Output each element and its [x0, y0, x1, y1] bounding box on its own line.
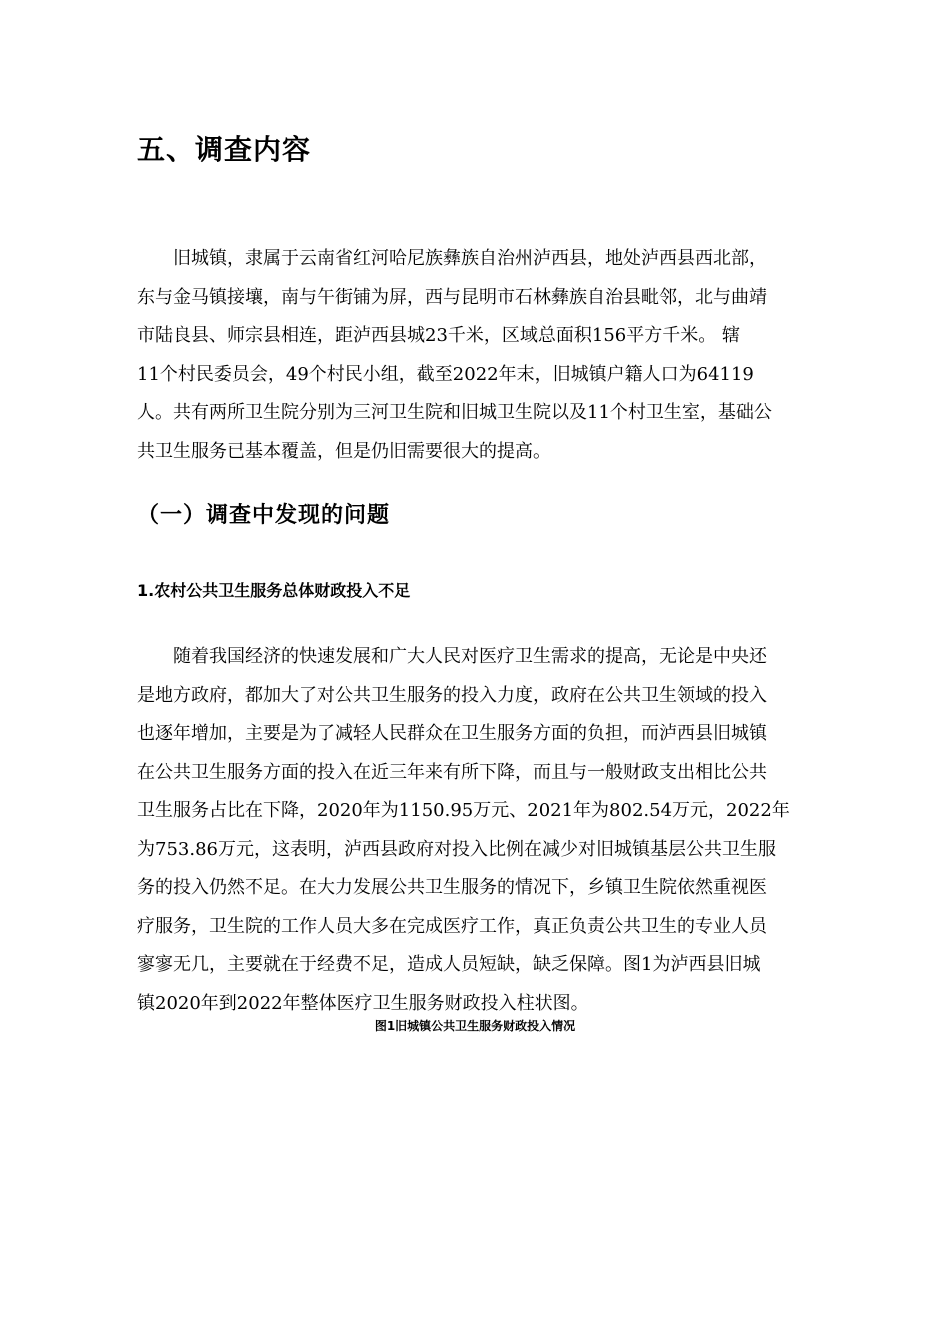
paragraph-line: 务的投入仍然不足。在大力发展公共卫生服务的情况下，乡镇卫生院依然重视医: [137, 877, 767, 898]
paragraph-line: 在公共卫生服务方面的投入在近三年来有所下降，而且与一般财政支出相比公共: [137, 761, 767, 783]
paragraph-line: 市陆良县、师宗县相连，距泸西县城23千米，区域总面积156平方千米。 辖: [137, 325, 740, 346]
item-title: 1.农村公共卫生服务总体财政投入不足: [137, 581, 411, 600]
paragraph-line: 随着我国经济的快速发展和广大人民对医疗卫生需求的提高，无论是中央还: [173, 646, 767, 667]
body-paragraph: [137, 638, 817, 1023]
paragraph-line: 镇2020年到2022年整体医疗卫生服务财政投入柱状图。: [137, 992, 589, 1014]
section-title: 五、调查内容: [137, 133, 312, 166]
paragraph-line: 东与金马镇接壤，南与午街铺为屏，西与昆明市石林彝族自治县毗邻，北与曲靖: [137, 286, 767, 308]
paragraph-line: 是地方政府，都加大了对公共卫生服务的投入力度，政府在公共卫生领域的投入: [137, 684, 767, 706]
paragraph-line: 11个村民委员会，49个村民小组，截至2022年末，旧城镇户籍人口为64119: [137, 363, 754, 385]
paragraph-line: 旧城镇，隶属于云南省红河哈尼族彝族自治州泸西县，地处泸西县西北部，: [173, 248, 767, 269]
paragraph-line: 为753.86万元，这表明，泸西县政府对投入比例在减少对旧城镇基层公共卫生服: [137, 838, 776, 860]
paragraph-line: 卫生服务占比在下降，2020年为1150.95万元、2021年为802.54万元，2022年: [137, 800, 790, 821]
figure-caption: 图1旧城镇公共卫生服务财政投入情况: [374, 1019, 576, 1033]
paragraph-line: 也逐年增加，主要是为了减轻人民群众在卫生服务方面的负担，而泸西县旧城镇: [137, 723, 767, 744]
intro-paragraph: [137, 240, 817, 471]
paragraph-line: 人。共有两所卫生院分别为三河卫生院和旧城卫生院以及11个村卫生室，基础公: [137, 402, 772, 423]
paragraph-line: 疗服务，卫生院的工作人员大多在完成医疗工作，真正负责公共卫生的专业人员: [137, 915, 767, 937]
paragraph-line: 寥寥无几，主要就在于经费不足，造成人员短缺，缺乏保障。图1为泸西县旧城: [137, 954, 761, 975]
subsection-title: （一）调查中发现的问题: [137, 503, 391, 528]
paragraph-line: 共卫生服务已基本覆盖，但是仍旧需要很大的提高。: [137, 440, 551, 462]
